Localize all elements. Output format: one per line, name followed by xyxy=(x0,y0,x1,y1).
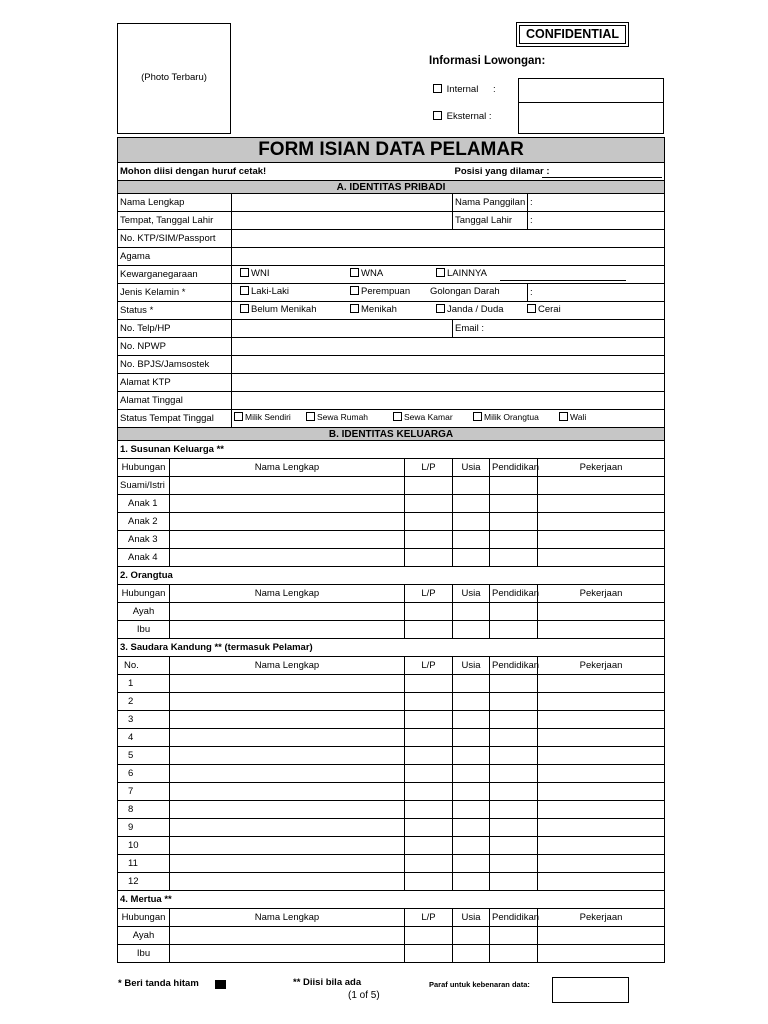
lp-cell[interactable] xyxy=(405,621,453,639)
tempat-tinggal-options xyxy=(232,410,665,428)
usia-cell[interactable] xyxy=(453,513,490,531)
lainnya-checkbox[interactable] xyxy=(436,268,445,277)
ktp-label: No. KTP/SIM/Passport xyxy=(118,230,232,248)
black-square-icon xyxy=(215,980,226,989)
usia-cell[interactable] xyxy=(453,801,490,819)
nama-lengkap-label: Nama Lengkap xyxy=(118,194,232,212)
nama-cell[interactable] xyxy=(170,531,405,549)
position-field[interactable] xyxy=(538,163,665,181)
nama-cell[interactable] xyxy=(170,873,405,891)
tanggal-lahir-label: Tanggal Lahir xyxy=(453,212,528,230)
table-row xyxy=(118,927,665,945)
jenis-kelamin-label: Jenis Kelamin * xyxy=(118,284,232,302)
alamat-ktp-label: Alamat KTP xyxy=(118,374,232,392)
pendidikan-cell[interactable] xyxy=(490,477,538,495)
nama-lengkap-field[interactable] xyxy=(232,194,453,212)
menikah-option[interactable]: Menikah xyxy=(350,304,397,315)
usia-cell[interactable] xyxy=(453,711,490,729)
col-no: No. xyxy=(118,657,170,675)
pekerjaan-cell[interactable] xyxy=(538,873,665,891)
nama-cell[interactable] xyxy=(170,603,405,621)
internal-colon: : xyxy=(492,84,496,95)
table-row xyxy=(118,693,665,711)
laki-option[interactable]: Laki-Laki xyxy=(240,286,289,297)
table-row xyxy=(118,783,665,801)
table-row xyxy=(118,513,665,531)
row-label: Anak 2 xyxy=(118,513,170,531)
agama-label: Agama xyxy=(118,248,232,266)
pendidikan-cell[interactable] xyxy=(490,729,538,747)
row-number: 10 xyxy=(118,837,170,855)
row-label: Ayah xyxy=(118,927,170,945)
wna-option[interactable]: WNA xyxy=(350,268,383,279)
status-label: Status * xyxy=(118,302,232,320)
belum-menikah-checkbox[interactable] xyxy=(240,304,249,313)
pekerjaan-cell[interactable] xyxy=(538,477,665,495)
pekerjaan-cell[interactable] xyxy=(538,711,665,729)
section-b-title: B. IDENTITAS KELUARGA xyxy=(118,428,665,441)
milik-orangtua-option[interactable]: Milik Orangtua xyxy=(473,412,539,422)
lp-cell[interactable] xyxy=(405,747,453,765)
jenis-kelamin-options xyxy=(232,284,528,302)
janda-duda-checkbox[interactable] xyxy=(436,304,445,313)
pendidikan-cell[interactable] xyxy=(490,549,538,567)
table-row xyxy=(118,549,665,567)
nama-panggilan-field[interactable]: : xyxy=(528,194,665,212)
pendidikan-cell[interactable] xyxy=(490,783,538,801)
milik-sendiri-option[interactable]: Milik Sendiri xyxy=(234,412,291,422)
lp-cell[interactable] xyxy=(405,945,453,963)
lp-cell[interactable] xyxy=(405,603,453,621)
pendidikan-cell[interactable] xyxy=(490,945,538,963)
row-label: Anak 3 xyxy=(118,531,170,549)
footer-beri-tanda: * Beri tanda hitam xyxy=(118,978,199,989)
milik-sendiri-checkbox[interactable] xyxy=(234,412,243,421)
row-number: 4 xyxy=(118,729,170,747)
table-row xyxy=(118,855,665,873)
nama-cell[interactable] xyxy=(170,765,405,783)
usia-cell[interactable] xyxy=(453,927,490,945)
perempuan-option[interactable]: Perempuan xyxy=(350,286,410,297)
row-label: Suami/Istri xyxy=(118,477,170,495)
photo-label: (Photo Terbaru) xyxy=(141,72,207,83)
pekerjaan-cell[interactable] xyxy=(538,945,665,963)
lp-cell[interactable] xyxy=(405,495,453,513)
usia-cell[interactable] xyxy=(453,783,490,801)
nama-cell[interactable] xyxy=(170,495,405,513)
lp-cell[interactable] xyxy=(405,549,453,567)
saudara-title: 3. Saudara Kandung ** (termasuk Pelamar) xyxy=(118,639,665,657)
pekerjaan-cell[interactable] xyxy=(538,513,665,531)
table-row xyxy=(118,711,665,729)
table-row xyxy=(118,747,665,765)
lp-cell[interactable] xyxy=(405,819,453,837)
lainnya-line[interactable] xyxy=(500,280,626,281)
menikah-checkbox[interactable] xyxy=(350,304,359,313)
col-pekerjaan: Pekerjaan xyxy=(538,585,665,603)
page-number: (1 of 5) xyxy=(348,990,380,1001)
kewarganegaraan-options xyxy=(232,266,665,284)
col-pekerjaan: Pekerjaan xyxy=(538,909,665,927)
internal-option[interactable] xyxy=(433,84,496,95)
usia-cell[interactable] xyxy=(453,747,490,765)
row-number: 11 xyxy=(118,855,170,873)
col-lp: L/P xyxy=(405,657,453,675)
ttl-field[interactable] xyxy=(232,212,453,230)
nama-cell[interactable] xyxy=(170,711,405,729)
section-a-title: A. IDENTITAS PRIBADI xyxy=(118,181,665,194)
col-hubungan: Hubungan xyxy=(118,585,170,603)
pekerjaan-cell[interactable] xyxy=(538,747,665,765)
nama-cell[interactable] xyxy=(170,675,405,693)
photo-box[interactable] xyxy=(117,23,231,134)
nama-cell[interactable] xyxy=(170,801,405,819)
table-row xyxy=(118,873,665,891)
eksternal-field[interactable] xyxy=(518,102,664,134)
email-field[interactable] xyxy=(453,320,665,338)
col-usia: Usia xyxy=(453,657,490,675)
table-row xyxy=(118,837,665,855)
pendidikan-cell[interactable] xyxy=(490,765,538,783)
cerai-checkbox[interactable] xyxy=(527,304,536,313)
row-number: 12 xyxy=(118,873,170,891)
sewa-rumah-checkbox[interactable] xyxy=(306,412,315,421)
wni-checkbox[interactable] xyxy=(240,268,249,277)
lp-cell[interactable] xyxy=(405,927,453,945)
pekerjaan-cell[interactable] xyxy=(538,693,665,711)
pendidikan-cell[interactable] xyxy=(490,621,538,639)
wali-option[interactable]: Wali xyxy=(559,412,586,422)
kewarganegaraan-label: Kewarganegaraan xyxy=(118,266,232,284)
mertua-title: 4. Mertua ** xyxy=(118,891,665,909)
pekerjaan-cell[interactable] xyxy=(538,855,665,873)
usia-cell[interactable] xyxy=(453,837,490,855)
usia-cell[interactable] xyxy=(453,729,490,747)
pekerjaan-cell[interactable] xyxy=(538,675,665,693)
alamat-tinggal-label: Alamat Tinggal xyxy=(118,392,232,410)
telp-field[interactable] xyxy=(232,320,453,338)
table-row xyxy=(118,531,665,549)
col-lp: L/P xyxy=(405,459,453,477)
npwp-field[interactable] xyxy=(232,338,665,356)
wali-checkbox[interactable] xyxy=(559,412,568,421)
pekerjaan-cell[interactable] xyxy=(538,801,665,819)
belum-menikah-option[interactable]: Belum Menikah xyxy=(240,304,316,315)
lainnya-option[interactable]: LAINNYA xyxy=(436,268,487,279)
info-lowongan-title: Informasi Lowongan: xyxy=(429,55,546,67)
pekerjaan-cell[interactable] xyxy=(538,783,665,801)
pekerjaan-cell[interactable] xyxy=(538,729,665,747)
susunan-header-row xyxy=(118,459,665,477)
internal-label: Internal xyxy=(446,84,479,95)
bpjs-field[interactable] xyxy=(232,356,665,374)
col-nama-lengkap: Nama Lengkap xyxy=(170,657,405,675)
col-nama-lengkap: Nama Lengkap xyxy=(170,909,405,927)
pendidikan-cell[interactable] xyxy=(490,675,538,693)
usia-cell[interactable] xyxy=(453,603,490,621)
col-pendidikan: Pendidikan xyxy=(490,585,538,603)
pendidikan-cell[interactable] xyxy=(490,837,538,855)
lp-cell[interactable] xyxy=(405,765,453,783)
lp-cell[interactable] xyxy=(405,729,453,747)
table-row xyxy=(118,765,665,783)
table-row xyxy=(118,675,665,693)
col-usia: Usia xyxy=(453,459,490,477)
table-row xyxy=(118,801,665,819)
pendidikan-cell[interactable] xyxy=(490,495,538,513)
nama-cell[interactable] xyxy=(170,621,405,639)
row-number: 5 xyxy=(118,747,170,765)
sewa-kamar-option[interactable]: Sewa Kamar xyxy=(393,412,453,422)
col-nama-lengkap: Nama Lengkap xyxy=(170,585,405,603)
table-row xyxy=(118,729,665,747)
pekerjaan-cell[interactable] xyxy=(538,531,665,549)
golongan-darah-label: Golongan Darah xyxy=(430,286,500,297)
usia-cell[interactable] xyxy=(453,495,490,513)
pendidikan-cell[interactable] xyxy=(490,513,538,531)
col-pendidikan: Pendidikan xyxy=(490,657,538,675)
pekerjaan-cell[interactable] xyxy=(538,495,665,513)
pendidikan-cell[interactable] xyxy=(490,531,538,549)
usia-cell[interactable] xyxy=(453,765,490,783)
lp-cell[interactable] xyxy=(405,531,453,549)
pekerjaan-cell[interactable] xyxy=(538,819,665,837)
npwp-label: No. NPWP xyxy=(118,338,232,356)
row-nama xyxy=(118,194,665,212)
status-tempat-tinggal-label: Status Tempat Tinggal xyxy=(118,410,232,428)
eksternal-label: Eksternal : xyxy=(446,111,492,122)
pendidikan-cell[interactable] xyxy=(490,855,538,873)
confidential-label: CONFIDENTIAL xyxy=(519,25,626,44)
nama-cell[interactable] xyxy=(170,477,405,495)
usia-cell[interactable] xyxy=(453,855,490,873)
pendidikan-cell[interactable] xyxy=(490,747,538,765)
row-number: 1 xyxy=(118,675,170,693)
col-usia: Usia xyxy=(453,909,490,927)
row-number: 2 xyxy=(118,693,170,711)
wni-option[interactable]: WNI xyxy=(240,268,269,279)
lp-cell[interactable] xyxy=(405,801,453,819)
lp-cell[interactable] xyxy=(405,513,453,531)
eksternal-checkbox[interactable] xyxy=(433,111,442,120)
nama-cell[interactable] xyxy=(170,927,405,945)
pendidikan-cell[interactable] xyxy=(490,693,538,711)
row-ttl xyxy=(118,212,665,230)
nama-cell[interactable] xyxy=(170,945,405,963)
row-label: Ayah xyxy=(118,603,170,621)
nama-panggilan-label: Nama Panggilan xyxy=(453,194,528,212)
nama-cell[interactable] xyxy=(170,837,405,855)
usia-cell[interactable] xyxy=(453,621,490,639)
instruction-text: Mohon diisi dengan huruf cetak! xyxy=(118,163,453,181)
table-row xyxy=(118,603,665,621)
pekerjaan-cell[interactable] xyxy=(538,765,665,783)
cerai-option[interactable]: Cerai xyxy=(527,304,561,315)
form-table xyxy=(117,137,665,963)
usia-cell[interactable] xyxy=(453,873,490,891)
alamat-ktp-field[interactable] xyxy=(232,374,665,392)
row-label: Anak 4 xyxy=(118,549,170,567)
row-number: 6 xyxy=(118,765,170,783)
internal-field[interactable] xyxy=(518,78,664,103)
usia-cell[interactable] xyxy=(453,549,490,567)
sewa-rumah-option[interactable]: Sewa Rumah xyxy=(306,412,368,422)
col-pekerjaan: Pekerjaan xyxy=(538,459,665,477)
nama-cell[interactable] xyxy=(170,549,405,567)
pekerjaan-cell[interactable] xyxy=(538,927,665,945)
lp-cell[interactable] xyxy=(405,693,453,711)
nama-cell[interactable] xyxy=(170,783,405,801)
janda-duda-option[interactable]: Janda / Duda xyxy=(436,304,504,315)
nama-cell[interactable] xyxy=(170,819,405,837)
milik-orangtua-checkbox[interactable] xyxy=(473,412,482,421)
col-pendidikan: Pendidikan xyxy=(490,909,538,927)
table-row xyxy=(118,621,665,639)
pekerjaan-cell[interactable] xyxy=(538,621,665,639)
nama-cell[interactable] xyxy=(170,513,405,531)
col-lp: L/P xyxy=(405,585,453,603)
internal-checkbox[interactable] xyxy=(433,84,442,93)
col-hubungan: Hubungan xyxy=(118,909,170,927)
ktp-field[interactable] xyxy=(232,230,665,248)
usia-cell[interactable] xyxy=(453,675,490,693)
sewa-kamar-checkbox[interactable] xyxy=(393,412,402,421)
table-row xyxy=(118,495,665,513)
perempuan-checkbox[interactable] xyxy=(350,286,359,295)
col-hubungan: Hubungan xyxy=(118,459,170,477)
footer-diisi: ** Diisi bila ada xyxy=(293,977,362,988)
usia-cell[interactable] xyxy=(453,945,490,963)
pekerjaan-cell[interactable] xyxy=(538,603,665,621)
col-lp: L/P xyxy=(405,909,453,927)
col-nama-lengkap: Nama Lengkap xyxy=(170,459,405,477)
lp-cell[interactable] xyxy=(405,783,453,801)
email-label: Email : xyxy=(455,323,485,334)
usia-cell[interactable] xyxy=(453,531,490,549)
row-number: 8 xyxy=(118,801,170,819)
laki-checkbox[interactable] xyxy=(240,286,249,295)
nama-cell[interactable] xyxy=(170,729,405,747)
usia-cell[interactable] xyxy=(453,693,490,711)
lp-cell[interactable] xyxy=(405,873,453,891)
table-row xyxy=(118,819,665,837)
confidential-badge xyxy=(516,22,629,47)
saudara-header-row xyxy=(118,657,665,675)
paraf-field[interactable] xyxy=(552,977,629,1003)
nama-cell[interactable] xyxy=(170,747,405,765)
status-options xyxy=(232,302,665,320)
footer-paraf-label: Paraf untuk kebenaran data: xyxy=(429,980,530,989)
wna-checkbox[interactable] xyxy=(350,268,359,277)
lp-cell[interactable] xyxy=(405,855,453,873)
agama-field[interactable] xyxy=(232,248,665,266)
row-label: Ibu xyxy=(118,621,170,639)
pekerjaan-cell[interactable] xyxy=(538,837,665,855)
mertua-header-row xyxy=(118,909,665,927)
row-number: 9 xyxy=(118,819,170,837)
orangtua-title: 2. Orangtua xyxy=(118,567,665,585)
golongan-darah-field[interactable]: : xyxy=(528,284,665,302)
usia-cell[interactable] xyxy=(453,477,490,495)
table-row xyxy=(118,477,665,495)
pekerjaan-cell[interactable] xyxy=(538,549,665,567)
tanggal-lahir-field[interactable]: : xyxy=(528,212,665,230)
lp-cell[interactable] xyxy=(405,837,453,855)
eksternal-option[interactable] xyxy=(433,111,492,122)
pendidikan-cell[interactable] xyxy=(490,873,538,891)
telp-label: No. Telp/HP xyxy=(118,320,232,338)
table-row xyxy=(118,945,665,963)
lp-cell[interactable] xyxy=(405,675,453,693)
row-number: 7 xyxy=(118,783,170,801)
lp-cell[interactable] xyxy=(405,477,453,495)
pendidikan-cell[interactable] xyxy=(490,819,538,837)
form-title: FORM ISIAN DATA PELAMAR xyxy=(118,138,665,163)
nama-cell[interactable] xyxy=(170,693,405,711)
pendidikan-cell[interactable] xyxy=(490,711,538,729)
usia-cell[interactable] xyxy=(453,819,490,837)
susunan-keluarga-title: 1. Susunan Keluarga ** xyxy=(118,441,665,459)
row-label: Ibu xyxy=(118,945,170,963)
position-label: Posisi yang dilamar : xyxy=(453,163,538,181)
col-pekerjaan: Pekerjaan xyxy=(538,657,665,675)
nama-cell[interactable] xyxy=(170,855,405,873)
col-pendidikan: Pendidikan xyxy=(490,459,538,477)
row-label: Anak 1 xyxy=(118,495,170,513)
ttl-label: Tempat, Tanggal Lahir xyxy=(118,212,232,230)
orangtua-header-row xyxy=(118,585,665,603)
row-number: 3 xyxy=(118,711,170,729)
pendidikan-cell[interactable] xyxy=(490,801,538,819)
pendidikan-cell[interactable] xyxy=(490,927,538,945)
bpjs-label: No. BPJS/Jamsostek xyxy=(118,356,232,374)
lp-cell[interactable] xyxy=(405,711,453,729)
col-usia: Usia xyxy=(453,585,490,603)
pendidikan-cell[interactable] xyxy=(490,603,538,621)
alamat-tinggal-field[interactable] xyxy=(232,392,665,410)
